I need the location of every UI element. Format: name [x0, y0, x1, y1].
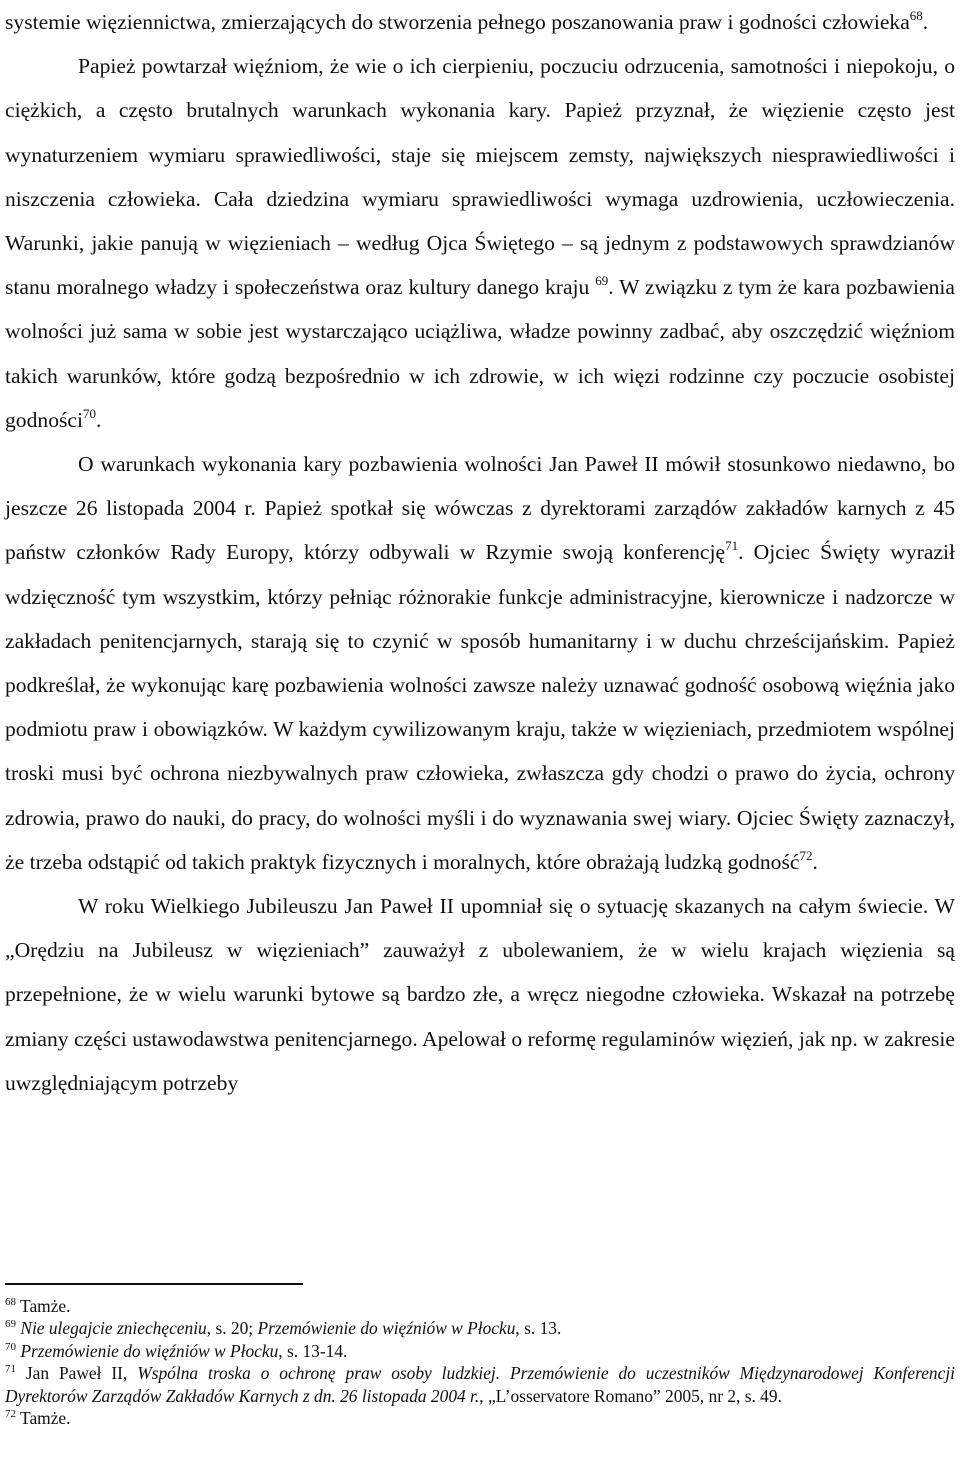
- footnote-number: 68: [5, 1295, 16, 1308]
- body-text: [5, 0, 955, 1105]
- paragraph-text: . Ojciec Święty wyraził wdzięczność tym wszystkim, którzy pełniąc różnorakie funkcje administracyjne, kierownicze i nadzorcze w zakładach penitencjarnych, starają się to czynić w sposób humanitarny i w duchu chrześcijańskim. Papież podkreślał, że wykonując karę pozbawienia wolności zawsze należy uznawać godność osobową więźnia jako podmiotu praw i obowiązków. W każdym cywilizowanym kraju, także w więzieniach, przedmiotem wspólnej troski musi być ochrona niezbywalnych praw człowieka, zwłaszcza gdy chodzi o prawo do życia, ochrony zdrowia, prawo do nauki, do pracy, do wolności myśli i do wyznawania swej wiary. Ojciec Święty zaznaczył, że trzeba odstąpić od takich praktyk fizycznych i moralnych, które obrażają ludzką godność: [5, 540, 955, 874]
- footnote-title-text: Wspólna troska o ochronę praw osoby ludzkiej. Przemówienie do uczestników Międzynarodowej Konferencji Dyrektorów Zarządów Zakładów Karnych z dn. 26 listopada 2004 r.: [5, 1363, 955, 1406]
- footnote-ref-70[interactable]: 70: [82, 405, 96, 421]
- footnote-72: [5, 1407, 955, 1430]
- footnotes-section: [5, 1283, 955, 1430]
- paragraph-text: .: [922, 10, 929, 34]
- paragraph-2: [5, 44, 955, 442]
- footnote-ref-71[interactable]: 71: [725, 538, 739, 554]
- paragraph-3: [5, 442, 955, 884]
- paragraph-text: .: [95, 407, 102, 432]
- footnote-text: , s. 20;: [206, 1318, 258, 1339]
- paragraph-text: Papież powtarzał więźniom, że wie o ich cierpieniu, poczuciu odrzucenia, samotności i niepokoju, o ciężkich, a często brutalnych warunkach wykonania kary. Papież przyznał, że więzienie często jest wynaturzeniem wymiaru sprawiedliwości, staje się miejscem zemsty, największych niesprawiedliwości i niszczenia człowieka. Cała dziedzina wymiaru sprawiedliwości wymaga uzdrowienia, uczłowieczenia. Warunki, jakie panują w więzieniach – według Ojca Świętego – są jednym z podstawowych sprawdzianów stanu moralnego władzy i społeczeństwa oraz kultury danego kraju: [5, 54, 955, 300]
- paragraph-4: [5, 884, 955, 1105]
- footnote-text: Tamże.: [20, 1295, 71, 1316]
- paragraph-text: O warunkach wykonania kary pozbawienia wolności Jan Paweł II mówił stosunkowo niedawno, bo jeszcze 26 listopada 2004 r. Papież spotkał się wówczas z dyrektorami zarządów zakładów karnych z 45 państw członków Rady Europy, którzy odbywali w Rzymie swoją konferencję: [5, 452, 955, 565]
- footnote-separator: [5, 1283, 303, 1285]
- footnote-number: 69: [5, 1318, 16, 1331]
- paragraph-continuation: [5, 0, 955, 44]
- paragraph-text: .: [812, 849, 818, 874]
- footnote-number: 72: [5, 1408, 16, 1421]
- footnote-title-text: Przemówienie do więźniów w Płocku: [20, 1340, 279, 1361]
- footnote-70: [5, 1340, 955, 1363]
- footnote-number: 71: [5, 1363, 16, 1376]
- footnote-text: Jan Paweł II,: [25, 1363, 138, 1384]
- footnote-title-text: Przemówienie do więźniów w Płocku: [257, 1318, 516, 1339]
- footnote-ref-69[interactable]: 69: [595, 273, 609, 289]
- footnote-list: [5, 1295, 955, 1431]
- footnote-71: [5, 1362, 955, 1407]
- footnote-number: 70: [5, 1340, 16, 1353]
- paragraph-text: systemie więziennictwa, zmierzających do stworzenia pełnego poszanowania praw i godności człowieka: [5, 10, 910, 34]
- footnote-text: , s. 13.: [515, 1318, 562, 1339]
- paragraph-text: W roku Wielkiego Jubileuszu Jan Paweł II upomniał się o sytuację skazanych na całym świecie. W „Orędziu na Jubileusz w więzieniach” zauważył z ubolewaniem, że w wielu krajach więzienia są przepełnione, że w wielu warunki bytowe są bardzo złe, a wręcz niegodne człowieka. Wskazał na potrzebę zmiany części ustawodawstwa penitencjarnego. Apelował o reformę regulaminów więzień, jak np. w zakresie uwzględniającym potrzeby: [5, 894, 955, 1095]
- footnote-text: , s. 13-14.: [278, 1340, 348, 1361]
- footnote-ref-72[interactable]: 72: [799, 847, 813, 863]
- footnote-text: , „L’osservatore Romano” 2005, nr 2, s. 49.: [479, 1385, 782, 1406]
- footnote-text: Tamże.: [20, 1408, 71, 1429]
- footnote-69: [5, 1317, 955, 1340]
- footnote-ref-68[interactable]: 68: [909, 8, 923, 23]
- footnote-68: [5, 1295, 955, 1318]
- paragraph-text: . W związku z tym że kara pozbawienia wolności już sama w sobie jest wystarczająco uciążliwa, władze powinny zadbać, aby oszczędzić więźniom takich warunków, które godzą bezpośrednio w ich zdrowie, w ich więzi rodzinne czy poczucie osobistej godności: [5, 275, 955, 432]
- document-page: [5, 0, 955, 1429]
- footnote-title-text: Nie ulegajcie zniechęceniu: [20, 1318, 207, 1339]
